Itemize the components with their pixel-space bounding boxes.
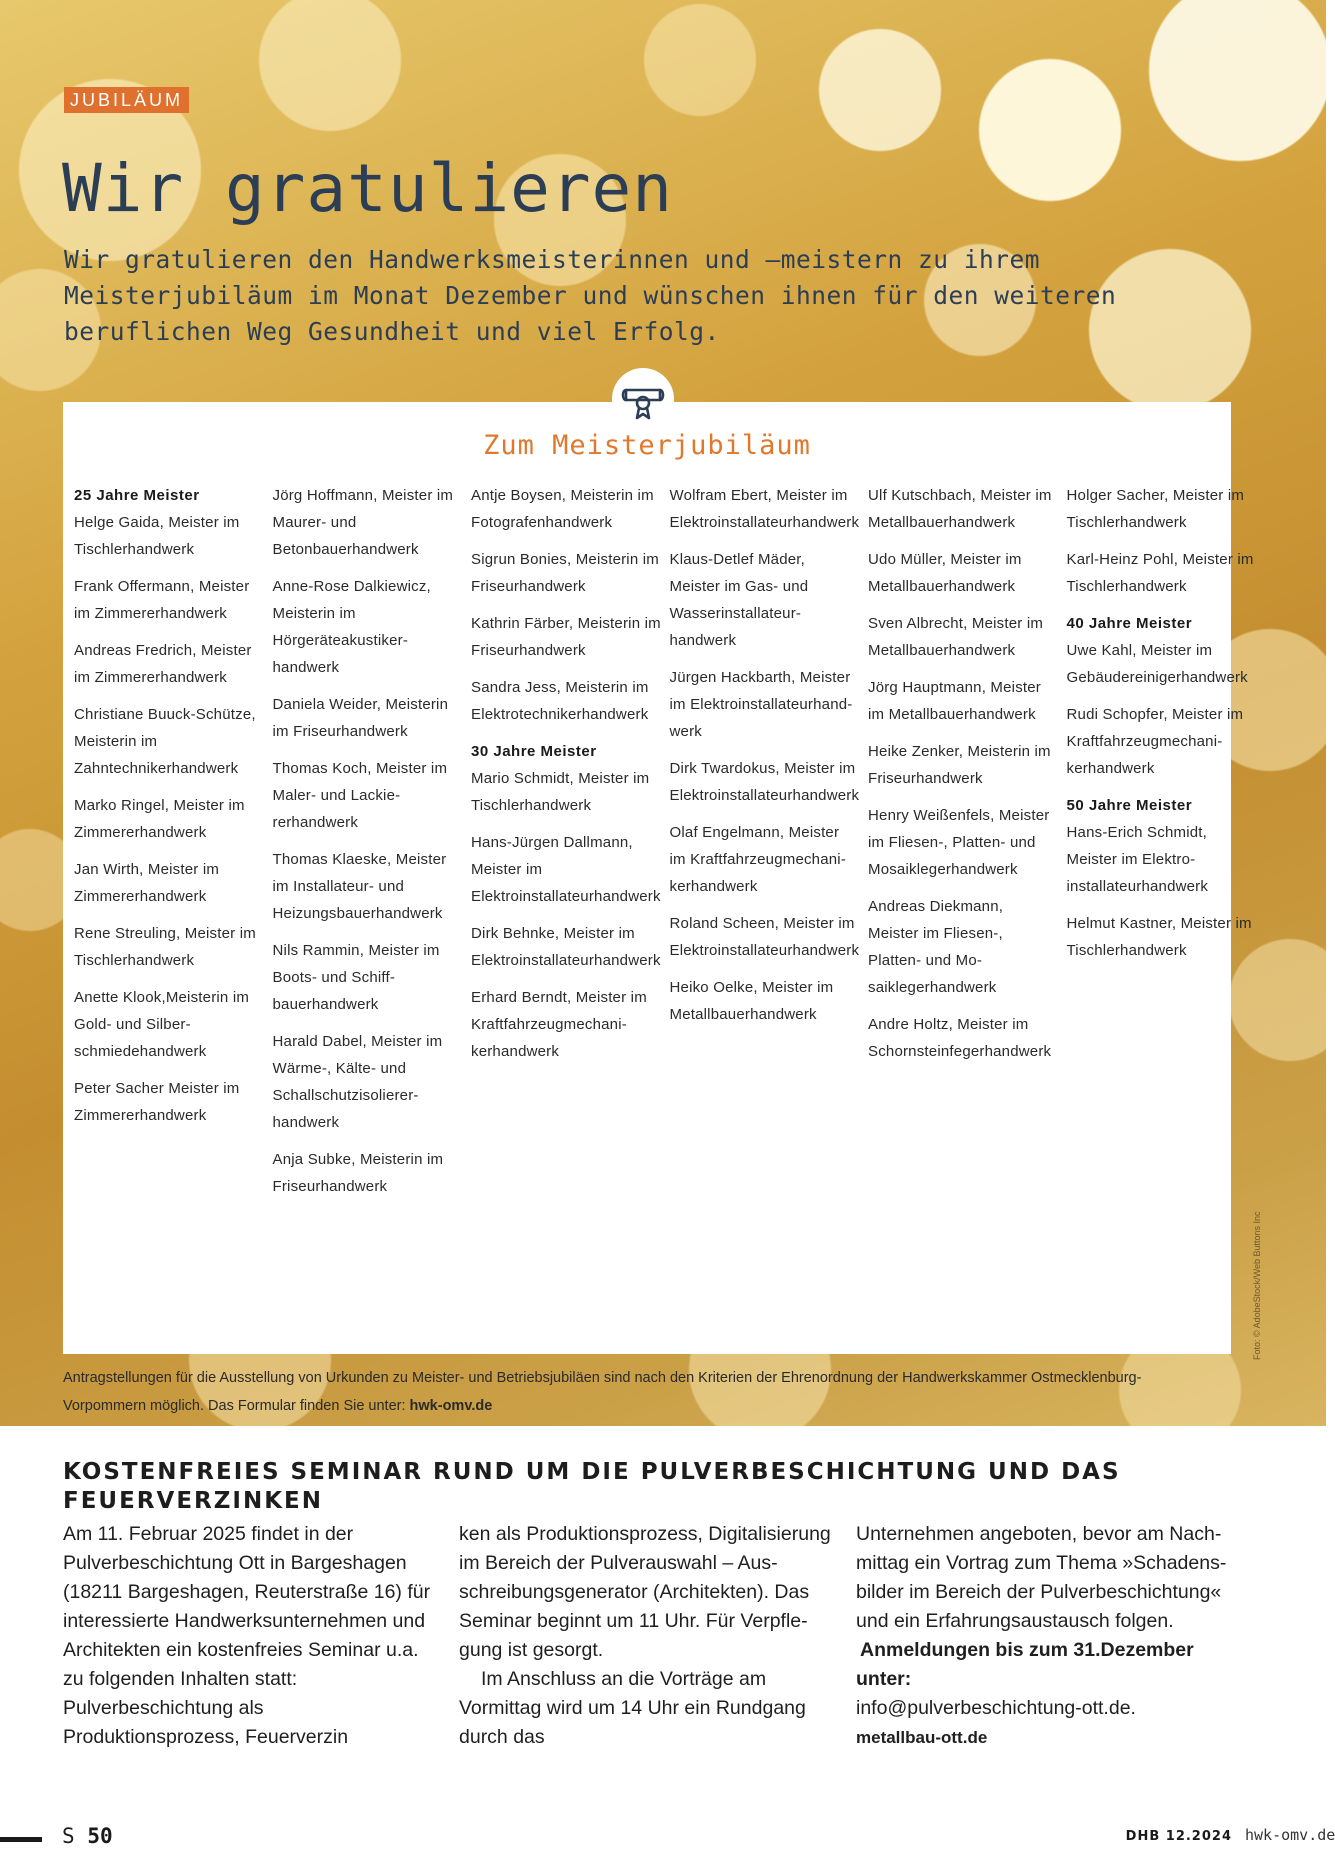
anniversary-column <box>471 482 661 1075</box>
anniversary-column <box>273 482 463 1210</box>
panel-title: Zum Meisterjubiläum <box>483 430 811 461</box>
anniversary-heading: 50 Jahre Meister <box>1066 797 1193 814</box>
anniversary-entry: Hans-Jürgen Dallmann, Meister im Elektroinstallateurhandwerk <box>471 834 661 905</box>
page-title: Wir gratulieren <box>62 150 674 227</box>
anniversary-entry: Daniela Weider, Meisterin im Friseurhandwerk <box>272 696 449 740</box>
article-paragraph: Im Anschluss an die Vorträge am Vormittag wird um 14 Uhr ein Rundgang durch das <box>459 1668 806 1748</box>
anniversary-entry: Rene Streuling, Meister im Tischlerhandwerk <box>74 925 256 969</box>
article-column-1 <box>63 1520 437 1752</box>
anniversary-column <box>1067 482 1257 974</box>
anniversary-entry: Helmut Kastner, Meister im Tischlerhandwerk <box>1066 915 1252 959</box>
anniversary-entry: Nils Rammin, Meister im Boots- und Schiffbauerhandwerk <box>272 942 440 1013</box>
company-website-link[interactable]: metallbau-ott.de <box>856 1728 988 1747</box>
anniversary-entry: Jörg Hauptmann, Meister im Metallbauerhandwerk <box>868 679 1042 723</box>
anniversary-entry: Anja Subke, Meisterin im Friseurhandwerk <box>272 1151 444 1195</box>
anniversary-entry: Dirk Behnke, Meister im Elektroinstallateurhandwerk <box>471 925 661 969</box>
anniversary-panel <box>63 402 1254 1354</box>
anniversary-heading: 30 Jahre Meister <box>471 743 597 760</box>
anniversary-entry: Wolfram Ebert, Meister im Elektroinstallateurhandwerk <box>669 487 860 531</box>
anniversary-entry: Erhard Berndt, Meister im Kraftfahrzeugmechanikerhandwerk <box>471 989 647 1060</box>
issue-label: DHB 12.2024 <box>1125 1829 1232 1844</box>
footnote <box>63 1364 1183 1420</box>
anniversary-entry: Hans-Erich Schmidt, Meister im Elektroinstallateurhandwerk <box>1066 824 1209 895</box>
anniversary-entry: Peter Sacher Meister im Zimmererhandwerk <box>74 1080 240 1124</box>
article-paragraph: Unternehmen angeboten, bevor am Nachmittag ein Vortrag zum Thema »Schadensbilder im Bereich der Pulverbeschichtung« und ein Erfahrungsaustausch folgen. <box>856 1523 1227 1632</box>
article-paragraph: Am 11. Februar 2025 findet in der Pulverbeschichtung Ott in Bargeshagen (18211 Bargeshagen, Reuterstraße 16) für interessierte Handwerksunternehmen und Architekten ein kostenfreies Seminar u.a. zu folgenden Inhalten statt: Pulverbeschichtung als Produktionsprozess, Feuerverzin <box>63 1523 431 1748</box>
anniversary-entry: Heiko Oelke, Meister im Metallbauerhandwerk <box>669 979 834 1023</box>
anniversary-entry: Heike Zenker, Meisterin im Friseurhandwerk <box>868 743 1051 787</box>
anniversary-entry: Andre Holtz, Meister im Schornsteinfegerhandwerk <box>868 1016 1052 1060</box>
anniversary-entry: Holger Sacher, Meister im Tischlerhandwerk <box>1066 487 1245 531</box>
article-paragraph: ken als Produktionsprozess, Digitalisierung im Bereich der Pulverauswahl – Ausschreibungsgenerator (Architekten). Das Seminar beginnt um 11 Uhr. Für Verpflegung ist gesorgt. <box>459 1523 831 1661</box>
anniversary-entry: Frank Offermann, Meister im Zimmererhandwerk <box>74 578 250 622</box>
anniversary-entry: Roland Scheen, Meister im Elektroinstallateurhandwerk <box>669 915 860 959</box>
anniversary-entry: Jörg Hoffmann, Meister im Maurer- und Betonbauerhandwerk <box>272 487 454 558</box>
photo-credit: Foto: © AdobeStock/Web Buttons Inc <box>1252 1211 1262 1360</box>
anniversary-entry: Andreas Fredrich, Meister im Zimmererhandwerk <box>74 642 252 686</box>
article-column-2 <box>459 1520 833 1752</box>
page-prefix: S <box>62 1824 75 1848</box>
article-column-3 <box>856 1520 1230 1752</box>
anniversary-column <box>868 482 1058 1075</box>
anniversary-entry: Harald Dabel, Meister im Wärme-, Kälte- und Schallschutzisoliererhandwerk <box>272 1033 443 1131</box>
anniversary-entry: Anne-Rose Dalkiewicz, Meisterin im Hörgeräteakustikerhandwerk <box>272 578 431 676</box>
anniversary-entry: Kathrin Färber, Meisterin im Friseurhandwerk <box>471 615 661 659</box>
anniversary-heading: 40 Jahre Meister <box>1066 615 1193 632</box>
anniversary-entry: Anette Klook,Meisterin im Gold- und Silberschmiedehandwerk <box>74 989 250 1060</box>
anniversary-entry: Thomas Koch, Meister im Maler- und Lackiererhandwerk <box>272 760 448 831</box>
anniversary-entry: Udo Müller, Meister im Metallbauerhandwerk <box>868 551 1022 595</box>
anniversary-entry: Jan Wirth, Meister im Zimmererhandwerk <box>74 861 220 905</box>
anniversary-entry: Rudi Schopfer, Meister im Kraftfahrzeugmechanikerhandwerk <box>1066 706 1244 777</box>
footnote-link[interactable]: hwk-omv.de <box>409 1398 493 1414</box>
anniversary-heading: 25 Jahre Meister <box>74 487 200 504</box>
page-number <box>62 1824 113 1848</box>
anniversary-column <box>670 482 860 1038</box>
anniversary-entry: Marko Ringel, Meister im Zimmererhandwerk <box>74 797 245 841</box>
anniversary-entry: Sven Albrecht, Meister im Metallbauerhandwerk <box>868 615 1044 659</box>
anniversary-entry: Olaf Engelmann, Meister im Kraftfahrzeugmechanikerhandwerk <box>669 824 846 895</box>
anniversary-entry: Jürgen Hackbarth, Meister im Elektroinstallateurhandwerk <box>669 669 853 740</box>
registration-deadline: Anmeldungen bis zum 31.Dezember unter: <box>856 1639 1194 1690</box>
anniversary-entry: Klaus-Detlef Mäder, Meister im Gas- und Wasserinstallateurhandwerk <box>669 551 809 649</box>
contact-email[interactable]: info@pulverbeschichtung-ott.de. <box>856 1697 1136 1719</box>
intro-paragraph: Wir gratulieren den Handwerksmeisterinnen und –meistern zu ihrem Meisterjubiläum im Monat Dezember und wünschen ihnen für den weiteren beruflichen Weg Gesundheit und viel Erfolg. <box>64 245 1117 346</box>
anniversary-entry: Ulf Kutschbach, Meister im Metallbauerhandwerk <box>868 487 1052 531</box>
anniversary-entry: Henry Weißenfels, Meister im Fliesen-, Platten- und Mosaiklegerhandwerk <box>868 807 1050 878</box>
anniversary-entry: Andreas Diekmann, Meister im Fliesen-, Platten- und Mosaiklegerhandwerk <box>868 898 1004 996</box>
article-title: KOSTENFREIES SEMINAR RUND UM DIE PULVERBESCHICHTUNG UND DAS FEUERVERZINKEN <box>63 1459 1121 1514</box>
anniversary-entry: Helge Gaida, Meister im Tischlerhandwerk <box>74 514 240 558</box>
anniversary-entry: Thomas Klaeske, Meister im Installateur- und Heizungsbauerhandwerk <box>272 851 447 922</box>
anniversary-entry: Mario Schmidt, Meister im Tischlerhandwerk <box>471 770 650 814</box>
anniversary-entry: Christiane Buuck-Schütze, Meisterin im Zahntechnikerhandwerk <box>74 706 256 777</box>
anniversary-entry: Uwe Kahl, Meister im Gebäudereinigerhandwerk <box>1066 642 1248 686</box>
anniversary-column <box>74 482 264 1139</box>
certificate-medal-icon <box>612 368 674 430</box>
anniversary-entry: Antje Boysen, Meisterin im Fotografenhandwerk <box>471 487 654 531</box>
anniversary-entry: Sigrun Bonies, Meisterin im Friseurhandwerk <box>471 551 659 595</box>
footer-accent-bar <box>0 1837 42 1842</box>
page-number-value: 50 <box>87 1824 113 1848</box>
anniversary-entry: Karl-Heinz Pohl, Meister im Tischlerhandwerk <box>1066 551 1254 595</box>
anniversary-entry: Sandra Jess, Meisterin im Elektrotechnikerhandwerk <box>471 679 649 723</box>
footer-site-link[interactable]: hwk-omv.de <box>1245 1826 1335 1844</box>
anniversary-entry: Dirk Twardokus, Meister im Elektroinstallateurhandwerk <box>669 760 860 804</box>
section-kicker: JUBILÄUM <box>64 87 189 113</box>
diploma-scroll-icon <box>620 376 666 422</box>
footnote-text: Antragstellungen für die Ausstellung von Urkunden zu Meister- und Betriebsjubiläen sind nach den Kriterien der Ehrenordnung der Handwerkskammer Ostmecklenburg-Vorpommern möglich. Das Formular finden Sie unter: <box>63 1370 1142 1414</box>
